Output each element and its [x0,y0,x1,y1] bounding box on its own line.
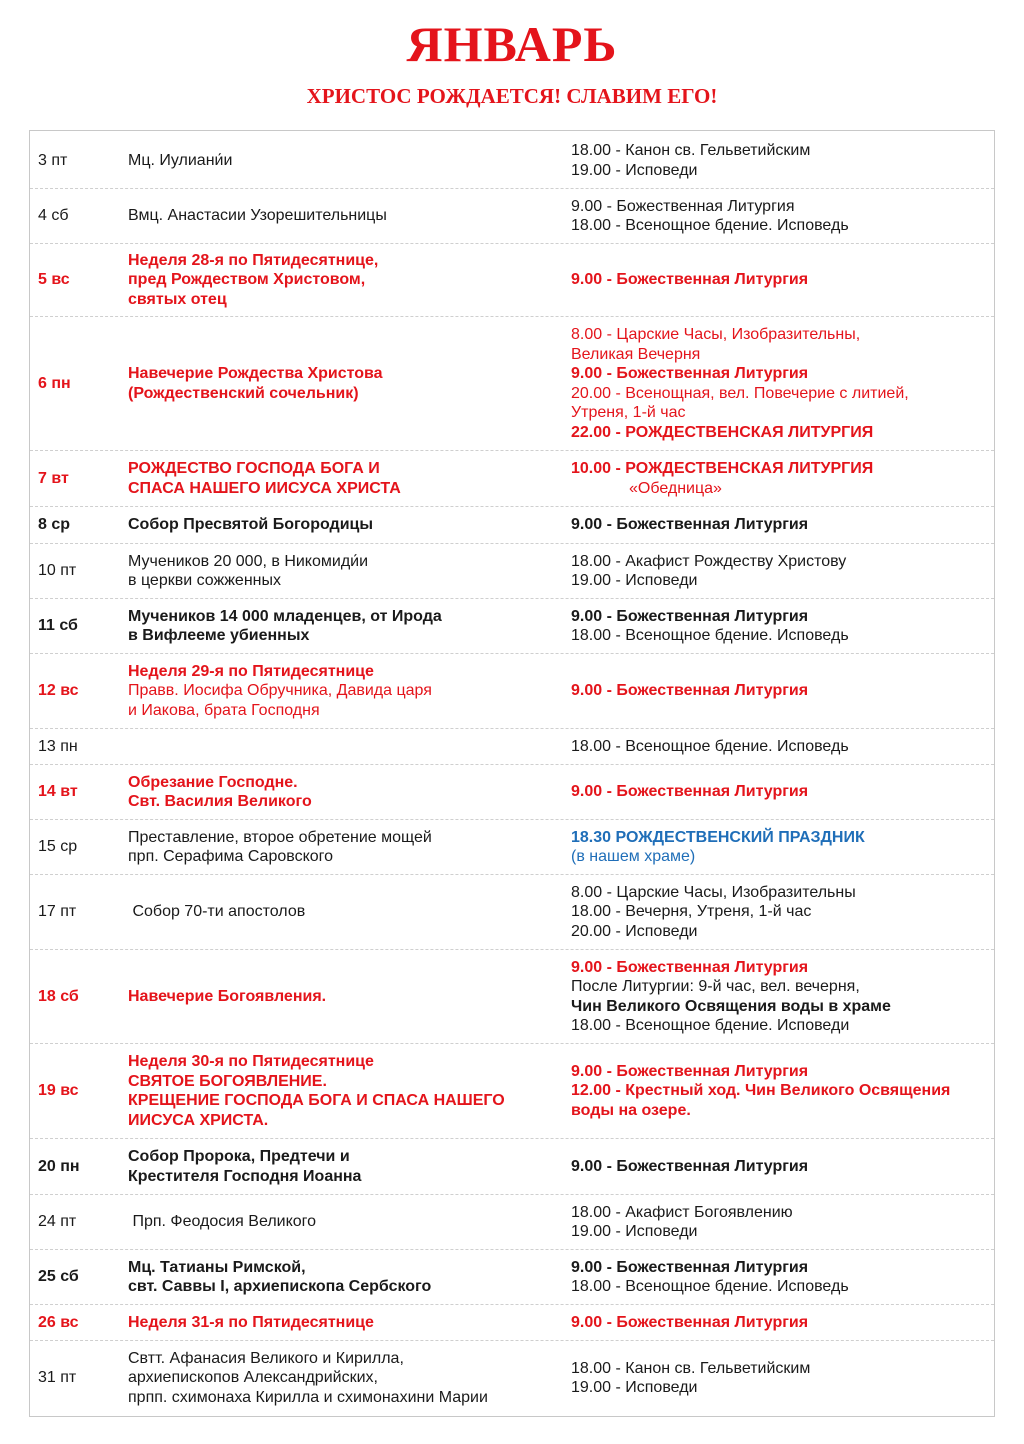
row-services [571,270,994,290]
row-date: 24 пт [38,1213,77,1231]
feast-line: Неделя 28-я по Пятидесятнице, [128,251,379,269]
row-feast [128,552,571,591]
service-line: 19.00 - Исповеди [571,161,698,179]
feast-line: СПАСА НАШЕГО ИИСУСА ХРИСТА [128,479,401,497]
row-date: 15 ср [38,838,78,856]
feast-line: Преставление, второе обретение мощей [128,828,432,846]
row-services [571,141,994,180]
feast-line: святых отец [128,290,227,308]
service-line: 9.00 - Божественная Литургия [571,1157,809,1175]
feast-line: и Иакова, брата Господня [128,701,320,719]
service-line: 19.00 - Исповеди [571,572,698,589]
feast-line: Вмц. Анастасии Узорешительницы [128,207,387,225]
feast-line: Неделя 31-я по Пятидесятнице [128,1313,374,1331]
service-line: «Обедница» [629,479,722,497]
service-line: После Литургии: 9-й час, вел. вечерня, [571,978,860,995]
row-services [571,1313,994,1333]
row-services [571,782,994,802]
row-date: 5 вс [38,271,70,289]
row-date: 4 сб [38,207,69,225]
service-line: 9.00 - Божественная Литургия [571,197,795,215]
row-feast [128,1258,571,1297]
service-line: 8.00 - Царские Часы, Изобразительны, [571,326,861,343]
row-feast [128,251,571,310]
row-feast [128,1052,571,1130]
service-line: 18.00 - Канон св. Гельветийским [571,142,811,159]
table-row [30,1044,994,1139]
feast-line: (Рождественский сочельник) [128,384,359,402]
service-line: 18.00 - Всенощное бдение. Исповедь [571,217,849,234]
feast-line: Свтт. Афанасия Великого и Кирилла, [128,1349,404,1367]
row-feast [128,206,571,226]
service-line: 18.00 - Вечерня, Утреня, 1-й час [571,903,812,921]
row-services [571,883,994,942]
service-line: 18.00 - Всенощное бдение. Исповеди [571,1017,850,1034]
feast-line: Неделя 29-я по Пятидесятнице [128,662,374,680]
row-feast [128,1212,571,1232]
feast-line: Неделя 30-я по Пятидесятнице [128,1053,374,1070]
feast-line: Навечерие Рождества Христова [128,365,383,382]
feast-line: Мучеников 20 000, в Никомиди́и [128,552,369,570]
row-feast [128,459,571,498]
table-row [30,729,994,765]
feast-line: Крестителя Господня Иоанна [128,1167,362,1185]
service-line: 9.00 - Божественная Литургия [571,365,809,382]
row-services [571,459,994,498]
table-row [30,133,994,189]
service-line: 9.00 - Божественная Литургия [571,958,809,976]
feast-line: пред Рождеством Христовом, [128,271,366,289]
service-line: Чин Великого Освящения воды в храме [571,997,891,1015]
row-feast [128,515,571,535]
table-row [30,599,994,654]
row-date: 17 пт [38,903,77,921]
row-date: 19 вс [38,1082,79,1100]
row-services [571,681,994,701]
feast-line: в Вифлееме убиенных [128,627,310,644]
table-row [30,1250,994,1305]
table-row [30,875,994,950]
row-date: 18 сб [38,987,79,1005]
table-row [30,765,994,820]
service-line: Великая Вечерня [571,345,701,363]
row-feast [128,1349,571,1408]
row-services [571,737,994,757]
feast-line: Обрезание Господне. [128,773,298,791]
feast-line: Правв. Иосифа Обручника, Давида царя [128,682,432,700]
row-services [571,1157,994,1177]
row-feast [128,364,571,403]
row-date: 7 вт [38,469,69,487]
row-services [571,197,994,236]
service-line: 8.00 - Царские Часы, Изобразительны [571,883,856,901]
row-feast [128,607,571,646]
row-services [571,1203,994,1242]
service-line: 19.00 - Исповеди [571,1379,698,1396]
page-title: ЯНВАРЬ [406,16,618,72]
service-line: 18.00 - Всенощное бдение. Исповедь [571,1278,849,1295]
row-date: 26 вс [38,1313,79,1331]
schedule-table [29,130,995,1417]
service-line: 10.00 - РОЖДЕСТВЕНСКАЯ ЛИТУРГИЯ [571,460,874,477]
table-row [30,654,994,729]
service-line: 9.00 - Божественная Литургия [571,271,809,289]
row-date: 8 ср [38,516,71,534]
feast-line: КРЕЩЕНИЕ ГОСПОДА БОГА И СПАСА НАШЕГО [128,1092,505,1109]
row-date: 6 пн [38,374,71,392]
table-row [30,1305,994,1341]
feast-line: прпп. схимонаха Кирилла и схимонахини Марии [128,1388,488,1406]
row-feast [128,987,571,1007]
row-feast [128,662,571,721]
service-line: 18.30 РОЖДЕСТВЕНСКИЙ ПРАЗДНИК [571,828,865,846]
feast-line: Собор Пресвятой Богородицы [128,516,374,534]
table-row [30,1341,994,1415]
row-services [571,1258,994,1297]
service-line: воды на озере. [571,1101,691,1119]
table-row [30,1139,994,1195]
feast-line: свт. Саввы I, архиепископа Сербского [128,1278,432,1295]
row-feast [128,1147,571,1186]
table-row [30,544,994,599]
service-line: 9.00 - Божественная Литургия [571,607,809,625]
row-date: 12 вс [38,682,79,700]
service-line: 9.00 - Божественная Литургия [571,682,809,700]
service-line: Утреня, 1-й час [571,404,686,421]
row-date: 20 пн [38,1157,80,1175]
feast-line: архиепископов Александрийских, [128,1369,378,1387]
service-line: 18.00 - Акафист Рождеству Христову [571,552,847,570]
table-row [30,1195,994,1250]
row-date: 10 пт [38,562,77,580]
row-services [571,828,994,867]
row-services [571,1062,994,1121]
row-feast [128,1313,571,1333]
row-feast [128,773,571,812]
service-line: 9.00 - Божественная Литургия [571,1313,809,1331]
service-line: (в нашем храме) [571,848,696,865]
feast-line: Свт. Василия Великого [128,793,312,810]
feast-line: Собор 70-ти апостолов [128,903,306,921]
feast-line: ИИСУСА ХРИСТА. [128,1111,269,1129]
row-date: 13 пн [38,737,78,755]
table-row [30,189,994,244]
row-services [571,958,994,1036]
page-subtitle: ХРИСТОС РОЖДАЕТСЯ! СЛАВИМ ЕГО! [306,84,718,108]
row-date: 31 пт [38,1369,77,1387]
row-date: 14 вт [38,783,78,801]
feast-line: прп. Серафима Саровского [128,848,334,865]
feast-line: Навечерие Богоявления. [128,987,327,1005]
feast-line: СВЯТОЕ БОГОЯВЛЕНИЕ. [128,1072,327,1090]
service-line: 18.00 - Всенощное бдение. Исповедь [571,627,849,644]
feast-line: в церкви сожженных [128,572,281,589]
service-line: 9.00 - Божественная Литургия [571,516,809,534]
service-line: 20.00 - Всенощная, вел. Повечерие с литией, [571,384,909,402]
row-feast [128,151,571,171]
feast-line: Мц. Иулиани́и [128,151,233,169]
service-line: 19.00 - Исповеди [571,1223,698,1240]
row-date: 25 сб [38,1268,79,1286]
row-date: 3 пт [38,151,68,169]
row-services [571,552,994,591]
feast-line: Мц. Татианы Римской, [128,1258,306,1276]
row-services [571,515,994,535]
service-line: 9.00 - Божественная Литургия [571,783,809,801]
row-feast [128,828,571,867]
service-line: 22.00 - РОЖДЕСТВЕНСКАЯ ЛИТУРГИЯ [571,423,874,441]
table-row [30,244,994,317]
row-feast [128,902,571,922]
row-date: 11 сб [38,617,78,635]
feast-line: Мучеников 14 000 младенцев, от Ирода [128,607,442,625]
service-line: 12.00 - Крестный ход. Чин Великого Освящения [571,1082,951,1100]
feast-line: РОЖДЕСТВО ГОСПОДА БОГА И [128,460,380,477]
table-row [30,820,994,875]
service-line: 9.00 - Божественная Литургия [571,1062,809,1080]
service-line: 18.00 - Всенощное бдение. Исповедь [571,737,849,755]
row-services [571,607,994,646]
service-line: 20.00 - Исповеди [571,922,698,940]
table-row [30,317,994,451]
service-line: 9.00 - Божественная Литургия [571,1258,809,1276]
row-services [571,325,994,442]
table-row [30,451,994,507]
feast-line: Собор Пророка, Предтечи и [128,1148,350,1165]
feast-line: Прп. Феодосия Великого [128,1213,317,1231]
row-services [571,1359,994,1398]
table-row [30,950,994,1044]
service-line: 18.00 - Акафист Богоявлению [571,1203,793,1221]
service-line: 18.00 - Канон св. Гельветийским [571,1359,811,1377]
table-row [30,507,994,544]
